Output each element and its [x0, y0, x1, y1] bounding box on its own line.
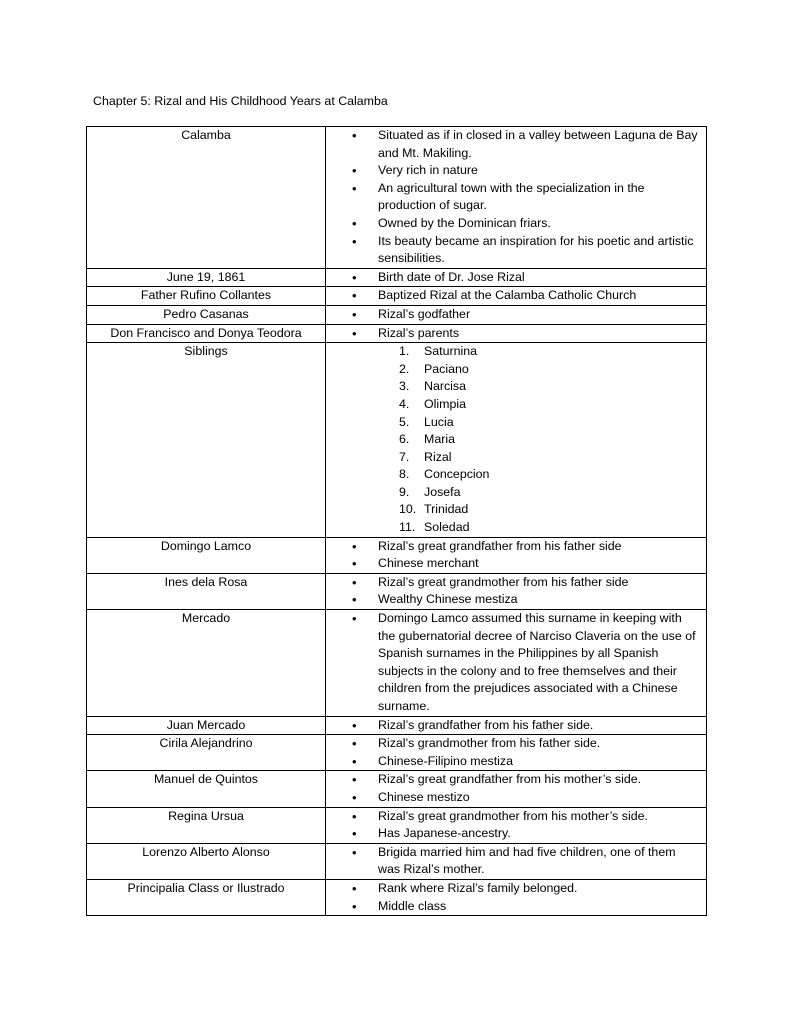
description-cell	[326, 573, 707, 609]
term-cell: Don Francisco and Donya Teodora	[87, 324, 326, 343]
description-cell	[326, 324, 707, 343]
description-cell	[326, 343, 707, 538]
description-cell	[326, 843, 707, 879]
description-cell	[326, 287, 707, 306]
sibling-name: Soledad	[424, 520, 470, 535]
sibling-name: Rizal	[424, 449, 452, 464]
term-cell: Juan Mercado	[87, 716, 326, 735]
term-cell: Ines dela Rosa	[87, 573, 326, 609]
bullet-item: • Rizal’s great grandfather from his father side	[326, 538, 706, 556]
table-row	[87, 807, 707, 843]
bullet-list	[326, 610, 706, 716]
table-row	[87, 127, 707, 269]
bullet-list	[326, 287, 706, 305]
list-number: 2.	[399, 361, 410, 376]
bullet-item: • Situated as if in closed in a valley between Laguna de Bay and Mt. Makiling.	[326, 127, 706, 162]
description-cell	[326, 537, 707, 573]
bullet-list	[326, 717, 706, 735]
sibling-item	[326, 396, 706, 414]
description-cell	[326, 716, 707, 735]
term-cell: Lorenzo Alberto Alonso	[87, 843, 326, 879]
term-cell: Domingo Lamco	[87, 537, 326, 573]
bullet-list	[326, 127, 706, 268]
list-number: 7.	[399, 449, 410, 464]
term-cell: Calamba	[87, 127, 326, 269]
sibling-name: Maria	[424, 432, 455, 447]
table-row	[87, 610, 707, 717]
table-body	[87, 127, 707, 916]
bullet-item: • Rizal’s parents	[326, 325, 706, 343]
bullet-list	[326, 538, 706, 573]
table-row	[87, 573, 707, 609]
table-row	[87, 343, 707, 538]
bullet-list	[326, 880, 706, 915]
sibling-name: Lucia	[424, 414, 454, 429]
table-row	[87, 716, 707, 735]
bullet-item: • Wealthy Chinese mestiza	[326, 591, 706, 609]
table-row	[87, 771, 707, 807]
list-number: 10.	[399, 502, 417, 517]
table-row	[87, 879, 707, 915]
bullet-list	[326, 844, 706, 879]
sibling-item	[326, 519, 706, 537]
bullet-list	[326, 306, 706, 324]
bullet-list	[326, 325, 706, 343]
bullet-item: • Baptized Rizal at the Calamba Catholic Church	[326, 287, 706, 305]
table-row	[87, 537, 707, 573]
table-row	[87, 287, 707, 306]
page-title: Chapter 5: Rizal and His Childhood Years at Calamba	[93, 94, 388, 108]
bullet-item: • Chinese-Filipino mestiza	[326, 753, 706, 771]
table-row	[87, 843, 707, 879]
sibling-name: Trinidad	[424, 502, 469, 517]
bullet-item: • Rank where Rizal’s family belonged.	[326, 880, 706, 898]
sibling-item	[326, 378, 706, 396]
bullet-list	[326, 808, 706, 843]
term-cell: Regina Ursua	[87, 807, 326, 843]
bullet-item: • Rizal’s great grandfather from his mother’s side.	[326, 771, 706, 789]
sibling-name: Concepcion	[424, 467, 490, 482]
bullet-item: • Birth date of Dr. Jose Rizal	[326, 269, 706, 287]
description-cell	[326, 127, 707, 269]
bullet-item: • Owned by the Dominican friars.	[326, 215, 706, 233]
description-cell	[326, 771, 707, 807]
list-number: 9.	[399, 484, 410, 499]
bullet-list	[326, 771, 706, 806]
description-cell	[326, 305, 707, 324]
sibling-item	[326, 414, 706, 432]
bullet-item: • Chinese mestizo	[326, 789, 706, 807]
sibling-item	[326, 501, 706, 519]
description-cell	[326, 879, 707, 915]
sibling-list	[326, 343, 706, 537]
table-row	[87, 324, 707, 343]
bullet-item: • Rizal’s great grandmother from his father side	[326, 574, 706, 592]
term-cell: Father Rufino Collantes	[87, 287, 326, 306]
sibling-item	[326, 361, 706, 379]
bullet-list	[326, 574, 706, 609]
list-number: 11.	[399, 520, 416, 535]
description-cell	[326, 735, 707, 771]
bullet-item: • Rizal’s great grandmother from his mother’s side.	[326, 808, 706, 826]
term-cell: Manuel de Quintos	[87, 771, 326, 807]
bullet-item: • Domingo Lamco assumed this surname in keeping with the gubernatorial decree of Narciso Claveria on the use of Spanish surnames in the Philippines by all Spanish subjects in the colony and to free themselves and their children from the prejudices associated with a Chinese surname.	[326, 610, 706, 716]
bullet-item: • Brigida married him and had five children, one of them was Rizal’s mother.	[326, 844, 706, 879]
bullet-item: • Has Japanese-ancestry.	[326, 825, 706, 843]
term-cell: Cirila Alejandrino	[87, 735, 326, 771]
table-row	[87, 305, 707, 324]
bullet-list	[326, 735, 706, 770]
sibling-name: Narcisa	[424, 379, 466, 394]
list-number: 4.	[399, 396, 410, 411]
list-number: 5.	[399, 414, 410, 429]
bullet-item: • Rizal’s grandmother from his father side.	[326, 735, 706, 753]
term-cell: June 19, 1861	[87, 268, 326, 287]
bullet-item: • Very rich in nature	[326, 162, 706, 180]
bullet-item: • An agricultural town with the specialization in the production of sugar.	[326, 180, 706, 215]
description-cell	[326, 807, 707, 843]
bullet-item: • Middle class	[326, 898, 706, 916]
list-number: 8.	[399, 467, 410, 482]
bullet-item: • Chinese merchant	[326, 555, 706, 573]
term-cell: Mercado	[87, 610, 326, 717]
bullet-list	[326, 269, 706, 287]
term-cell: Siblings	[87, 343, 326, 538]
list-number: 3.	[399, 379, 410, 394]
list-number: 6.	[399, 432, 410, 447]
sibling-name: Saturnina	[424, 344, 478, 359]
bullet-item: • Rizal’s grandfather from his father side.	[326, 717, 706, 735]
chapter-table	[86, 126, 707, 916]
table-row	[87, 268, 707, 287]
sibling-name: Josefa	[424, 484, 461, 499]
term-cell: Principalia Class or Ilustrado	[87, 879, 326, 915]
bullet-item: • Its beauty became an inspiration for his poetic and artistic sensibilities.	[326, 233, 706, 268]
bullet-item: • Rizal’s godfather	[326, 306, 706, 324]
list-number: 1.	[399, 344, 410, 359]
sibling-item	[326, 449, 706, 467]
sibling-item	[326, 484, 706, 502]
description-cell	[326, 268, 707, 287]
table-row	[87, 735, 707, 771]
term-cell: Pedro Casanas	[87, 305, 326, 324]
sibling-item	[326, 431, 706, 449]
sibling-item	[326, 343, 706, 361]
sibling-item	[326, 466, 706, 484]
sibling-name: Paciano	[424, 361, 469, 376]
description-cell	[326, 610, 707, 717]
sibling-name: Olimpia	[424, 396, 466, 411]
